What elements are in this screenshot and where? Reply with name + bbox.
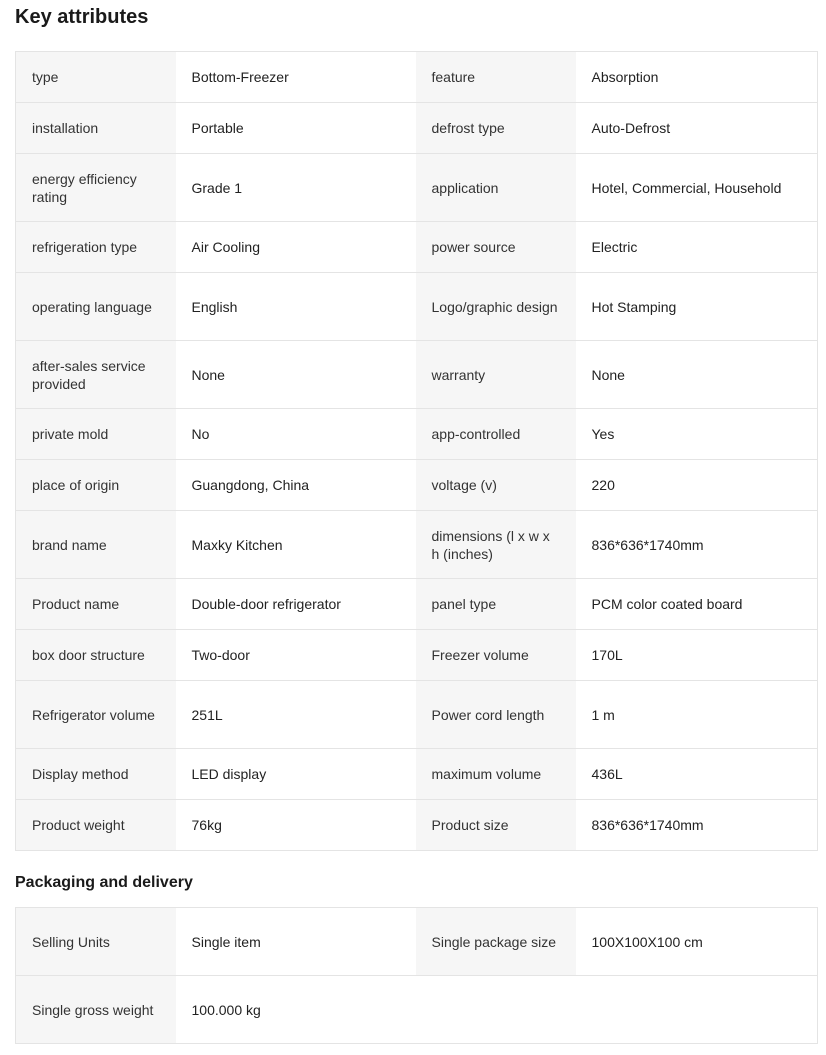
attribute-label: private mold <box>16 409 176 460</box>
attribute-value: None <box>576 341 818 409</box>
attribute-value: None <box>176 341 416 409</box>
attribute-label: Display method <box>16 749 176 800</box>
attribute-row <box>16 749 818 800</box>
attribute-value: Grade 1 <box>176 154 416 222</box>
attribute-row <box>16 908 818 976</box>
attribute-label: maximum volume <box>416 749 576 800</box>
attribute-value: LED display <box>176 749 416 800</box>
attribute-label: warranty <box>416 341 576 409</box>
attribute-value: 100.000 kg <box>176 976 416 1044</box>
attribute-label: defrost type <box>416 103 576 154</box>
attribute-value: 251L <box>176 681 416 749</box>
empty-cell <box>416 976 576 1044</box>
attribute-value: Electric <box>576 222 818 273</box>
attribute-label: Logo/graphic design <box>416 273 576 341</box>
attribute-value: 436L <box>576 749 818 800</box>
attribute-row <box>16 341 818 409</box>
attribute-label: app-controlled <box>416 409 576 460</box>
attribute-row <box>16 976 818 1044</box>
attribute-label: place of origin <box>16 460 176 511</box>
attribute-value: 836*636*1740mm <box>576 800 818 851</box>
attribute-label: refrigeration type <box>16 222 176 273</box>
attribute-row <box>16 409 818 460</box>
attribute-value: Guangdong, China <box>176 460 416 511</box>
attribute-value: 76kg <box>176 800 416 851</box>
attribute-label: Single gross weight <box>16 976 176 1044</box>
attribute-value: Single item <box>176 908 416 976</box>
attribute-value: Double-door refrigerator <box>176 579 416 630</box>
attribute-label: after-sales service provided <box>16 341 176 409</box>
attribute-label: brand name <box>16 511 176 579</box>
attribute-value: Two-door <box>176 630 416 681</box>
attribute-value: Auto-Defrost <box>576 103 818 154</box>
attribute-value: 170L <box>576 630 818 681</box>
attribute-label: panel type <box>416 579 576 630</box>
attribute-label: voltage (v) <box>416 460 576 511</box>
attribute-value: Maxky Kitchen <box>176 511 416 579</box>
attribute-value: 220 <box>576 460 818 511</box>
attribute-value: Yes <box>576 409 818 460</box>
attribute-value: 100X100X100 cm <box>576 908 818 976</box>
attribute-label: operating language <box>16 273 176 341</box>
packaging-delivery-heading: Packaging and delivery <box>15 874 193 891</box>
attribute-label: Product size <box>416 800 576 851</box>
attribute-row <box>16 273 818 341</box>
attribute-value: Portable <box>176 103 416 154</box>
attribute-row <box>16 800 818 851</box>
attribute-value: Absorption <box>576 52 818 103</box>
attribute-row <box>16 103 818 154</box>
packaging-delivery-table <box>15 907 818 1044</box>
attribute-label: Product weight <box>16 800 176 851</box>
attribute-value: Hot Stamping <box>576 273 818 341</box>
attribute-value: No <box>176 409 416 460</box>
attribute-value: Hotel, Commercial, Household <box>576 154 818 222</box>
key-attributes-table <box>15 51 818 851</box>
attribute-label: box door structure <box>16 630 176 681</box>
attribute-value: 1 m <box>576 681 818 749</box>
attribute-value: 836*636*1740mm <box>576 511 818 579</box>
attribute-label: power source <box>416 222 576 273</box>
attribute-value: Bottom-Freezer <box>176 52 416 103</box>
attribute-row <box>16 511 818 579</box>
attribute-label: application <box>416 154 576 222</box>
attribute-label: feature <box>416 52 576 103</box>
attribute-label: Product name <box>16 579 176 630</box>
attribute-label: Power cord length <box>416 681 576 749</box>
attribute-row <box>16 154 818 222</box>
attribute-row <box>16 681 818 749</box>
empty-cell <box>576 976 818 1044</box>
attribute-label: Single package size <box>416 908 576 976</box>
attribute-label: Selling Units <box>16 908 176 976</box>
attribute-value: English <box>176 273 416 341</box>
attribute-row <box>16 579 818 630</box>
attribute-row <box>16 52 818 103</box>
attribute-label: Freezer volume <box>416 630 576 681</box>
attribute-row <box>16 460 818 511</box>
attribute-row <box>16 222 818 273</box>
attribute-label: dimensions (l x w x h (inches) <box>416 511 576 579</box>
attribute-label: energy efficiency rating <box>16 154 176 222</box>
attribute-row <box>16 630 818 681</box>
attribute-label: type <box>16 52 176 103</box>
attribute-label: installation <box>16 103 176 154</box>
attribute-value: Air Cooling <box>176 222 416 273</box>
attribute-label: Refrigerator volume <box>16 681 176 749</box>
key-attributes-heading: Key attributes <box>15 6 149 28</box>
attribute-value: PCM color coated board <box>576 579 818 630</box>
